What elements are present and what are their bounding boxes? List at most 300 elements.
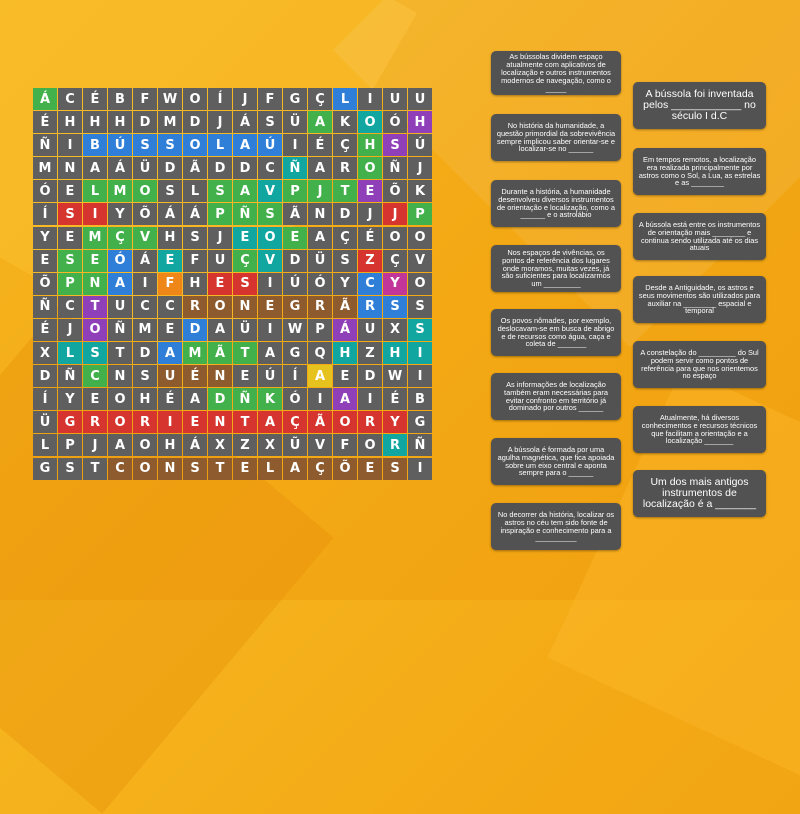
grid-cell[interactable]: A <box>308 227 332 249</box>
grid-cell[interactable]: S <box>133 365 157 387</box>
grid-cell[interactable]: M <box>133 319 157 341</box>
grid-cell[interactable]: M <box>183 342 207 364</box>
grid-cell[interactable]: E <box>83 250 107 272</box>
grid-cell[interactable]: S <box>383 458 407 480</box>
grid-cell[interactable]: Á <box>233 111 257 133</box>
grid-cell[interactable]: N <box>108 365 132 387</box>
grid-cell[interactable]: Ü <box>308 250 332 272</box>
grid-cell[interactable]: Q <box>308 342 332 364</box>
grid-cell[interactable]: L <box>258 458 282 480</box>
grid-cell[interactable]: J <box>408 157 432 179</box>
grid-cell[interactable]: X <box>383 319 407 341</box>
grid-cell[interactable]: F <box>333 434 357 456</box>
grid-cell[interactable]: A <box>208 319 232 341</box>
grid-cell[interactable]: É <box>383 388 407 410</box>
clue-text: A bússola foi inventada pelos ____________ no século I d.C <box>643 87 756 123</box>
grid-cell[interactable]: Í <box>33 388 57 410</box>
grid-cell[interactable]: Ç <box>308 458 332 480</box>
grid-cell[interactable]: D <box>133 342 157 364</box>
grid-cell[interactable]: L <box>183 180 207 202</box>
grid-cell[interactable]: Ã <box>308 411 332 433</box>
clue-card[interactable] <box>491 51 621 95</box>
grid-cell[interactable]: C <box>358 273 382 295</box>
grid-cell[interactable]: B <box>408 388 432 410</box>
grid-cell[interactable]: C <box>108 458 132 480</box>
grid-cell[interactable]: O <box>183 134 207 156</box>
grid-cell[interactable]: G <box>408 411 432 433</box>
grid-cell[interactable]: H <box>133 388 157 410</box>
grid-cell[interactable]: S <box>133 134 157 156</box>
word-search-grid <box>33 88 432 480</box>
grid-cell[interactable]: Ó <box>308 273 332 295</box>
grid-cell[interactable]: E <box>158 250 182 272</box>
grid-cell[interactable]: E <box>358 180 382 202</box>
grid-cell[interactable]: D <box>133 111 157 133</box>
grid-cell[interactable]: B <box>108 88 132 110</box>
grid-cell[interactable]: O <box>83 319 107 341</box>
grid-cell[interactable]: O <box>358 434 382 456</box>
clue-card[interactable] <box>491 114 621 161</box>
grid-cell[interactable]: D <box>183 319 207 341</box>
grid-cell[interactable]: Ñ <box>408 434 432 456</box>
grid-cell[interactable]: A <box>108 273 132 295</box>
grid-cell[interactable]: C <box>258 157 282 179</box>
grid-cell[interactable]: H <box>108 111 132 133</box>
grid-cell[interactable]: V <box>133 227 157 249</box>
grid-cell[interactable]: Á <box>183 434 207 456</box>
grid-cell[interactable]: O <box>133 458 157 480</box>
grid-cell[interactable]: S <box>183 227 207 249</box>
grid-cell[interactable]: F <box>258 88 282 110</box>
grid-cell[interactable]: S <box>58 250 82 272</box>
grid-cell[interactable]: P <box>408 203 432 225</box>
clue-card[interactable] <box>633 276 766 323</box>
grid-cell[interactable]: N <box>83 273 107 295</box>
grid-cell[interactable]: Ã <box>208 342 232 364</box>
grid-cell[interactable]: É <box>358 227 382 249</box>
grid-cell[interactable]: V <box>258 250 282 272</box>
grid-cell[interactable]: P <box>58 273 82 295</box>
grid-cell[interactable]: I <box>83 203 107 225</box>
grid-cell[interactable]: H <box>333 342 357 364</box>
grid-cell[interactable]: E <box>233 227 257 249</box>
grid-cell[interactable]: O <box>333 411 357 433</box>
grid-cell[interactable]: H <box>408 111 432 133</box>
grid-cell[interactable]: M <box>83 227 107 249</box>
clue-text: As informações de localização também eram necessárias para evitar confronto em território já dominado por outros ______ <box>504 379 608 413</box>
grid-cell[interactable]: V <box>258 180 282 202</box>
grid-cell[interactable]: J <box>208 227 232 249</box>
grid-cell[interactable]: Y <box>333 273 357 295</box>
clue-text: As bússolas dividem espaço atualmente com aplicativos de localização e outros instrumentos modernos de navegação, como o _____ <box>501 52 611 93</box>
clue-card[interactable] <box>491 309 621 356</box>
clue-card[interactable] <box>491 373 621 420</box>
grid-cell[interactable]: H <box>358 134 382 156</box>
grid-cell[interactable]: U <box>358 319 382 341</box>
grid-cell[interactable]: R <box>83 411 107 433</box>
grid-cell[interactable]: I <box>133 273 157 295</box>
grid-cell[interactable]: D <box>283 250 307 272</box>
grid-cell[interactable]: I <box>358 88 382 110</box>
grid-cell[interactable]: Á <box>183 203 207 225</box>
grid-cell[interactable]: E <box>183 411 207 433</box>
grid-cell[interactable]: Ü <box>33 411 57 433</box>
grid-cell[interactable]: L <box>83 180 107 202</box>
grid-cell[interactable]: I <box>58 134 82 156</box>
grid-cell[interactable]: F <box>183 250 207 272</box>
grid-cell[interactable]: J <box>383 203 407 225</box>
grid-cell[interactable]: G <box>283 296 307 318</box>
grid-cell[interactable]: F <box>133 88 157 110</box>
grid-cell[interactable]: A <box>308 111 332 133</box>
clue-text: Os povos nômades, por exemplo, deslocavam-se em busca de abrigo e de recursos como água, caça e coleta de _______ <box>497 315 615 349</box>
grid-cell[interactable]: C <box>58 88 82 110</box>
grid-cell[interactable]: Ñ <box>383 157 407 179</box>
grid-cell[interactable]: Á <box>33 88 57 110</box>
grid-cell[interactable]: R <box>358 411 382 433</box>
grid-cell[interactable]: N <box>158 458 182 480</box>
grid-cell[interactable]: T <box>233 342 257 364</box>
clue-text: Atualmente, há diversos conhecimentos e recursos técnicos que facilitam a orientação e a localização _______ <box>641 412 758 446</box>
clue-card[interactable] <box>633 82 766 129</box>
grid-cell[interactable]: Z <box>233 434 257 456</box>
grid-cell[interactable]: X <box>208 434 232 456</box>
grid-cell[interactable]: T <box>83 296 107 318</box>
grid-cell[interactable]: P <box>58 434 82 456</box>
grid-cell[interactable]: Ñ <box>283 157 307 179</box>
grid-cell[interactable]: C <box>133 296 157 318</box>
grid-cell[interactable]: Ñ <box>233 388 257 410</box>
clue-card[interactable] <box>633 406 766 453</box>
grid-cell[interactable]: E <box>358 458 382 480</box>
grid-cell[interactable]: É <box>33 319 57 341</box>
grid-cell[interactable]: E <box>283 227 307 249</box>
grid-cell[interactable]: A <box>308 157 332 179</box>
grid-cell[interactable]: U <box>108 296 132 318</box>
grid-cell[interactable]: A <box>183 388 207 410</box>
grid-cell[interactable]: N <box>208 411 232 433</box>
grid-cell[interactable]: S <box>233 273 257 295</box>
grid-cell[interactable]: S <box>158 180 182 202</box>
grid-cell[interactable]: R <box>383 434 407 456</box>
grid-cell[interactable]: U <box>383 88 407 110</box>
grid-cell[interactable]: I <box>408 365 432 387</box>
grid-cell[interactable]: E <box>233 458 257 480</box>
grid-cell[interactable]: D <box>183 111 207 133</box>
grid-cell[interactable]: O <box>208 296 232 318</box>
grid-cell[interactable]: E <box>58 227 82 249</box>
grid-cell[interactable]: F <box>158 273 182 295</box>
grid-cell[interactable]: S <box>333 250 357 272</box>
grid-cell[interactable]: T <box>208 458 232 480</box>
grid-cell[interactable]: A <box>233 180 257 202</box>
grid-cell[interactable]: Ó <box>108 250 132 272</box>
grid-cell[interactable]: G <box>283 88 307 110</box>
grid-cell[interactable]: A <box>233 134 257 156</box>
grid-cell[interactable]: X <box>33 342 57 364</box>
grid-cell[interactable]: E <box>158 319 182 341</box>
grid-cell[interactable]: Ú <box>258 134 282 156</box>
grid-cell[interactable]: S <box>158 134 182 156</box>
clue-text: Em tempos remotos, a localização era realizada principalmente por astros como o Sol, a Lua, as estrelas e as ________ <box>638 154 761 188</box>
clue-text: No história da humanidade, a questão primordial da sobrevivência sempre implicou saber orientar-se e localizar-se no ______ <box>496 120 616 154</box>
grid-cell[interactable]: L <box>33 434 57 456</box>
grid-cell[interactable]: E <box>83 388 107 410</box>
grid-cell[interactable]: Ó <box>33 180 57 202</box>
grid-cell[interactable]: Ũ <box>283 434 307 456</box>
grid-cell[interactable]: D <box>358 365 382 387</box>
grid-cell[interactable]: C <box>83 365 107 387</box>
grid-cell[interactable]: Ñ <box>58 365 82 387</box>
clue-text: No decorrer da história, localizar os astros no céu tem sido fonte de inspiração e conhecimento para a __________ <box>497 509 615 543</box>
grid-cell[interactable]: Ç <box>233 250 257 272</box>
grid-cell[interactable]: E <box>33 250 57 272</box>
grid-cell[interactable]: Á <box>133 250 157 272</box>
grid-cell[interactable]: Í <box>283 365 307 387</box>
grid-cell[interactable]: G <box>33 458 57 480</box>
grid-cell[interactable]: A <box>308 365 332 387</box>
grid-cell[interactable]: N <box>233 296 257 318</box>
grid-cell[interactable]: Ó <box>283 388 307 410</box>
grid-cell[interactable]: Ú <box>258 365 282 387</box>
grid-cell[interactable]: Ü <box>283 111 307 133</box>
grid-cell[interactable]: H <box>83 111 107 133</box>
grid-cell[interactable]: O <box>258 227 282 249</box>
grid-cell[interactable]: E <box>333 365 357 387</box>
grid-cell[interactable]: Ç <box>333 227 357 249</box>
grid-cell[interactable]: H <box>383 342 407 364</box>
grid-cell[interactable]: R <box>333 157 357 179</box>
clue-card[interactable] <box>633 341 766 388</box>
grid-cell[interactable]: P <box>208 203 232 225</box>
grid-cell[interactable]: S <box>408 296 432 318</box>
grid-cell[interactable]: U <box>158 365 182 387</box>
grid-cell[interactable]: T <box>108 342 132 364</box>
grid-cell[interactable]: T <box>333 180 357 202</box>
grid-cell[interactable]: W <box>383 365 407 387</box>
grid-cell[interactable]: N <box>308 203 332 225</box>
grid-cell[interactable]: O <box>383 227 407 249</box>
grid-cell[interactable]: G <box>58 411 82 433</box>
grid-cell[interactable]: R <box>183 296 207 318</box>
grid-cell[interactable]: V <box>408 250 432 272</box>
clue-text: Nos espaços de vivências, os pontos de referência dos lugares onde moramos, muitas vezes, já são suficientes para localizarmos um _________ <box>501 247 611 289</box>
grid-cell[interactable]: I <box>358 388 382 410</box>
grid-cell[interactable]: J <box>58 319 82 341</box>
grid-cell[interactable]: S <box>408 319 432 341</box>
clue-text: A constelação do _________ do Sul podem servir como pontos de referência para que nos orientemos no espaço <box>640 347 759 381</box>
grid-cell[interactable]: Ç <box>383 250 407 272</box>
clue-card[interactable] <box>491 180 621 227</box>
grid-cell[interactable]: Í <box>33 203 57 225</box>
grid-cell[interactable]: Ã <box>183 157 207 179</box>
grid-cell[interactable]: W <box>283 319 307 341</box>
grid-cell[interactable]: T <box>233 411 257 433</box>
grid-cell[interactable]: A <box>83 157 107 179</box>
grid-cell[interactable]: R <box>358 296 382 318</box>
grid-cell[interactable]: I <box>408 458 432 480</box>
grid-cell[interactable]: L <box>333 88 357 110</box>
grid-cell[interactable]: E <box>258 296 282 318</box>
clue-text: A bússola está entre os instrumentos de orientação mais ________ e continua sendo utilizada até os dias atuais <box>638 219 761 253</box>
grid-cell[interactable]: Õ <box>33 273 57 295</box>
grid-cell[interactable]: K <box>258 388 282 410</box>
grid-cell[interactable]: O <box>133 434 157 456</box>
grid-cell[interactable]: Á <box>108 157 132 179</box>
grid-cell[interactable]: S <box>258 203 282 225</box>
grid-cell[interactable]: H <box>183 273 207 295</box>
grid-cell[interactable]: B <box>83 134 107 156</box>
grid-cell[interactable]: S <box>58 203 82 225</box>
grid-cell[interactable]: Ñ <box>108 319 132 341</box>
grid-cell[interactable]: Ñ <box>33 296 57 318</box>
grid-cell[interactable]: K <box>408 180 432 202</box>
grid-cell[interactable]: S <box>383 296 407 318</box>
grid-cell[interactable]: Ã <box>333 296 357 318</box>
grid-cell[interactable]: S <box>58 458 82 480</box>
grid-cell[interactable]: Õ <box>333 458 357 480</box>
grid-cell[interactable]: J <box>208 111 232 133</box>
grid-cell[interactable]: D <box>158 157 182 179</box>
clue-text: Durante a história, a humanidade desenvolveu diversos instrumentos de orientação e localização, como a ______ e o astrolábio <box>497 186 615 220</box>
grid-cell[interactable]: Ã <box>283 203 307 225</box>
grid-cell[interactable]: D <box>233 157 257 179</box>
grid-cell[interactable]: O <box>108 411 132 433</box>
grid-cell[interactable]: Ç <box>308 88 332 110</box>
grid-cell[interactable]: D <box>333 203 357 225</box>
grid-cell[interactable]: A <box>283 458 307 480</box>
grid-cell[interactable]: S <box>383 134 407 156</box>
grid-cell[interactable]: O <box>183 88 207 110</box>
grid-cell[interactable]: I <box>308 388 332 410</box>
grid-cell[interactable]: C <box>158 296 182 318</box>
grid-cell[interactable]: I <box>408 342 432 364</box>
grid-cell[interactable]: G <box>283 342 307 364</box>
grid-cell[interactable]: Ó <box>383 111 407 133</box>
grid-cell[interactable]: Í <box>208 88 232 110</box>
clue-card[interactable] <box>491 503 621 550</box>
grid-cell[interactable]: Ü <box>233 319 257 341</box>
grid-cell[interactable]: D <box>208 157 232 179</box>
grid-cell[interactable]: D <box>33 365 57 387</box>
grid-cell[interactable]: S <box>258 111 282 133</box>
grid-cell[interactable]: R <box>133 411 157 433</box>
grid-cell[interactable]: I <box>258 319 282 341</box>
grid-cell[interactable]: M <box>108 180 132 202</box>
grid-cell[interactable]: W <box>158 88 182 110</box>
grid-cell[interactable]: U <box>208 250 232 272</box>
grid-cell[interactable]: N <box>208 365 232 387</box>
grid-cell[interactable]: D <box>208 388 232 410</box>
grid-cell[interactable]: J <box>358 203 382 225</box>
grid-cell[interactable]: Ç <box>108 227 132 249</box>
grid-cell[interactable]: O <box>133 180 157 202</box>
grid-cell[interactable]: Ç <box>283 411 307 433</box>
grid-cell[interactable]: E <box>58 180 82 202</box>
grid-cell[interactable]: Á <box>158 203 182 225</box>
grid-cell[interactable]: O <box>358 111 382 133</box>
grid-cell[interactable]: Õ <box>133 203 157 225</box>
clue-card[interactable] <box>491 245 621 292</box>
grid-cell[interactable]: I <box>283 134 307 156</box>
clue-card[interactable] <box>633 470 766 517</box>
clue-card[interactable] <box>633 213 766 260</box>
grid-cell[interactable]: J <box>83 434 107 456</box>
grid-cell[interactable]: É <box>308 134 332 156</box>
grid-cell[interactable]: M <box>33 157 57 179</box>
grid-cell[interactable]: Y <box>58 388 82 410</box>
grid-cell[interactable]: A <box>333 388 357 410</box>
grid-cell[interactable]: A <box>158 342 182 364</box>
grid-cell[interactable]: Z <box>358 250 382 272</box>
grid-cell[interactable]: S <box>208 180 232 202</box>
grid-cell[interactable]: Ñ <box>33 134 57 156</box>
grid-cell[interactable]: A <box>258 411 282 433</box>
grid-cell[interactable]: O <box>408 227 432 249</box>
grid-cell[interactable]: Ú <box>108 134 132 156</box>
grid-cell[interactable]: A <box>258 342 282 364</box>
grid-cell[interactable]: A <box>108 434 132 456</box>
grid-cell[interactable]: Ç <box>333 134 357 156</box>
clue-card[interactable] <box>491 438 621 485</box>
grid-cell[interactable]: H <box>158 227 182 249</box>
grid-cell[interactable]: S <box>83 342 107 364</box>
grid-cell[interactable]: L <box>208 134 232 156</box>
clue-card[interactable] <box>633 148 766 195</box>
grid-cell[interactable]: J <box>308 180 332 202</box>
grid-cell[interactable]: C <box>58 296 82 318</box>
grid-cell[interactable]: U <box>408 88 432 110</box>
grid-cell[interactable]: N <box>58 157 82 179</box>
grid-cell[interactable]: P <box>283 180 307 202</box>
grid-cell[interactable]: I <box>158 411 182 433</box>
grid-cell[interactable]: É <box>183 365 207 387</box>
grid-cell[interactable]: I <box>258 273 282 295</box>
grid-cell[interactable]: M <box>158 111 182 133</box>
grid-cell[interactable]: S <box>183 458 207 480</box>
grid-cell[interactable]: E <box>233 365 257 387</box>
grid-cell[interactable]: R <box>308 296 332 318</box>
grid-cell[interactable]: Y <box>383 273 407 295</box>
grid-cell[interactable]: K <box>333 111 357 133</box>
grid-cell[interactable]: O <box>358 157 382 179</box>
grid-cell[interactable]: O <box>108 388 132 410</box>
grid-cell[interactable]: Á <box>333 319 357 341</box>
grid-cell[interactable]: É <box>33 111 57 133</box>
grid-cell[interactable]: É <box>158 388 182 410</box>
grid-cell[interactable]: X <box>258 434 282 456</box>
grid-cell[interactable]: P <box>308 319 332 341</box>
grid-cell[interactable]: Z <box>358 342 382 364</box>
grid-cell[interactable]: J <box>233 88 257 110</box>
grid-cell[interactable]: Y <box>108 203 132 225</box>
grid-cell[interactable]: H <box>58 111 82 133</box>
grid-cell[interactable]: Ú <box>408 134 432 156</box>
grid-cell[interactable]: Y <box>383 411 407 433</box>
grid-cell[interactable]: Õ <box>383 180 407 202</box>
grid-cell[interactable]: V <box>308 434 332 456</box>
grid-cell[interactable]: O <box>408 273 432 295</box>
grid-cell[interactable]: É <box>83 88 107 110</box>
grid-cell[interactable]: T <box>83 458 107 480</box>
grid-cell[interactable]: H <box>158 434 182 456</box>
grid-cell[interactable]: Ü <box>133 157 157 179</box>
grid-cell[interactable]: Y <box>33 227 57 249</box>
grid-cell[interactable]: E <box>208 273 232 295</box>
grid-cell[interactable]: Ú <box>283 273 307 295</box>
grid-cell[interactable]: L <box>58 342 82 364</box>
grid-cell[interactable]: Ñ <box>233 203 257 225</box>
